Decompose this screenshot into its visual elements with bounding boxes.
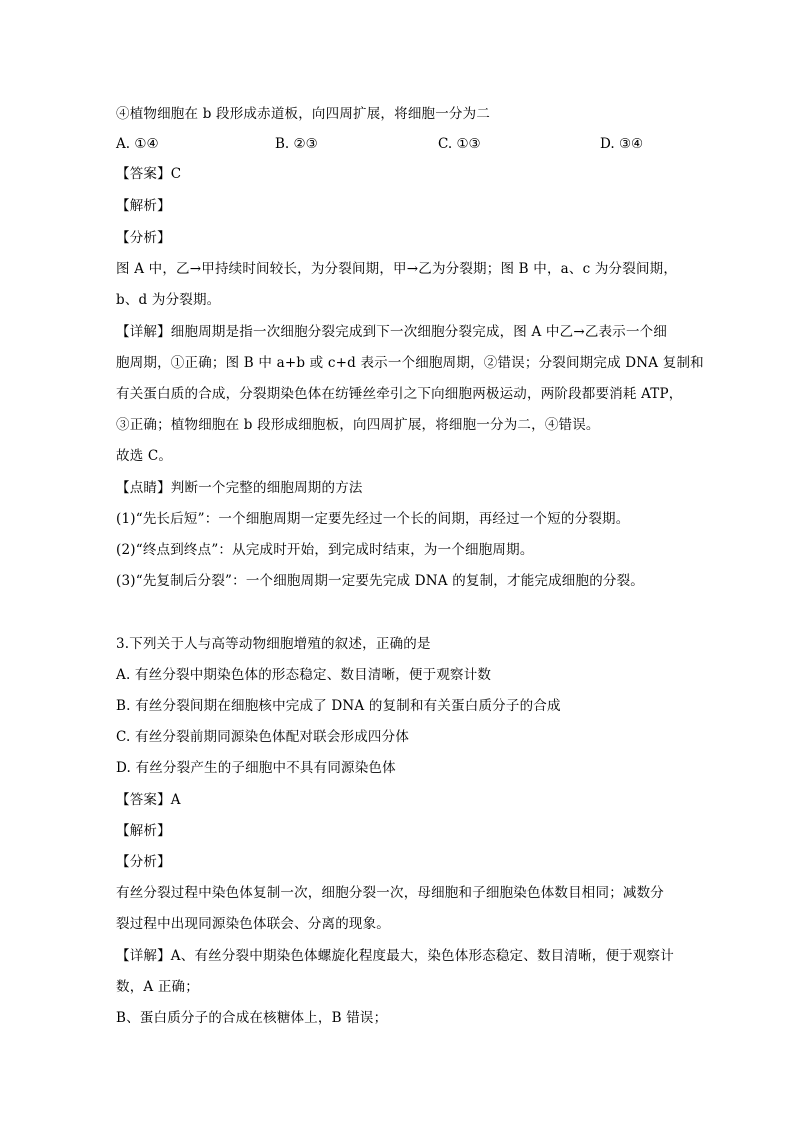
q2-detail-line: 胞周期，①正确；图 B 中 a+b 或 c+d 表示一个细胞周期，②错误；分裂间期完成 DNA 复制和 <box>116 355 704 371</box>
q3-fenxi-heading: 【分析】 <box>116 854 171 870</box>
q2-fenxi-line: 图 A 中，乙→甲持续时间较长，为分裂间期，甲→乙为分裂期；图 B 中，a、c 为分裂间期， <box>116 261 678 277</box>
option-b <box>275 134 318 154</box>
option-a-label: A. <box>116 136 131 152</box>
option-c-label: C. <box>438 136 453 152</box>
option-c <box>438 134 481 154</box>
statement-4: ④植物细胞在 b 段形成赤道板，向四周扩展，将细胞一分为二 <box>116 106 491 122</box>
q3-fenxi-line: 有丝分裂过程中染色体复制一次，细胞分裂一次，母细胞和子细胞染色体数目相同；减数分 <box>116 885 664 901</box>
q2-tip-item: (2)“终点到终点”：从完成时开始，到完成时结束，为一个细胞周期。 <box>116 542 534 558</box>
q2-tip-item: (3)“先复制后分裂”：一个细胞周期一定要先完成 DNA 的复制，才能完成细胞的分裂。 <box>116 573 644 589</box>
option-a-text: ①④ <box>134 136 159 152</box>
option-d-label: D. <box>600 136 615 152</box>
option-d-text: ③④ <box>618 136 644 152</box>
option-b-label: B. <box>275 136 290 152</box>
q2-detail-line: 【详解】细胞周期是指一次细胞分裂完成到下一次细胞分裂完成，图 A 中乙→乙表示一个细 <box>116 324 668 340</box>
option-d <box>600 134 643 154</box>
option-b-text: ②③ <box>293 136 318 152</box>
q3-option-d: D. 有丝分裂产生的子细胞中不具有同源染色体 <box>116 760 396 776</box>
q3-jiexi-heading: 【解析】 <box>116 823 171 839</box>
q2-answer: 【答案】C <box>116 166 182 182</box>
q2-tip-item: (1)“先长后短”：一个细胞周期一定要先经过一个长的间期，再经过一个短的分裂期。 <box>116 511 630 527</box>
q3-option-c: C. 有丝分裂前期同源染色体配对联会形成四分体 <box>116 729 410 745</box>
q3-stem: 3.下列关于人与高等动物细胞增殖的叙述，正确的是 <box>116 636 431 652</box>
q2-detail-line: 有关蛋白质的合成，分裂期染色体在纺锤丝牵引之下向细胞两极运动，两阶段都要消耗 ATP， <box>116 386 683 402</box>
q3-detail-line: 数，A 正确； <box>116 979 199 995</box>
option-a <box>116 134 159 154</box>
q2-conclusion: 故选 C。 <box>116 448 173 464</box>
q2-jiexi-heading: 【解析】 <box>116 198 171 214</box>
q2-detail-line: ③正确；植物细胞在 b 段形成细胞板，向四周扩展，将细胞一分为二，④错误。 <box>116 417 600 433</box>
q2-fenxi-line: b、d 为分裂期。 <box>116 292 221 308</box>
q2-fenxi-heading: 【分析】 <box>116 230 171 246</box>
q3-option-a: A. 有丝分裂中期染色体的形态稳定、数目清晰，便于观察计数 <box>116 667 492 683</box>
q3-detail-line: 【详解】A、有丝分裂中期染色体螺旋化程度最大，染色体形态稳定、数目清晰，便于观察计 <box>116 948 674 964</box>
q3-answer: 【答案】A <box>116 792 181 808</box>
q3-option-b: B. 有丝分裂间期在细胞核中完成了 DNA 的复制和有关蛋白质分子的合成 <box>116 698 561 714</box>
q3-fenxi-line: 裂过程中出现同源染色体联会、分离的现象。 <box>116 916 390 932</box>
option-c-text: ①③ <box>456 136 481 152</box>
q2-tip-title: 【点睛】判断一个完整的细胞周期的方法 <box>116 480 363 496</box>
q3-detail-line: B、蛋白质分子的合成在核糖体上，B 错误； <box>116 1010 388 1026</box>
